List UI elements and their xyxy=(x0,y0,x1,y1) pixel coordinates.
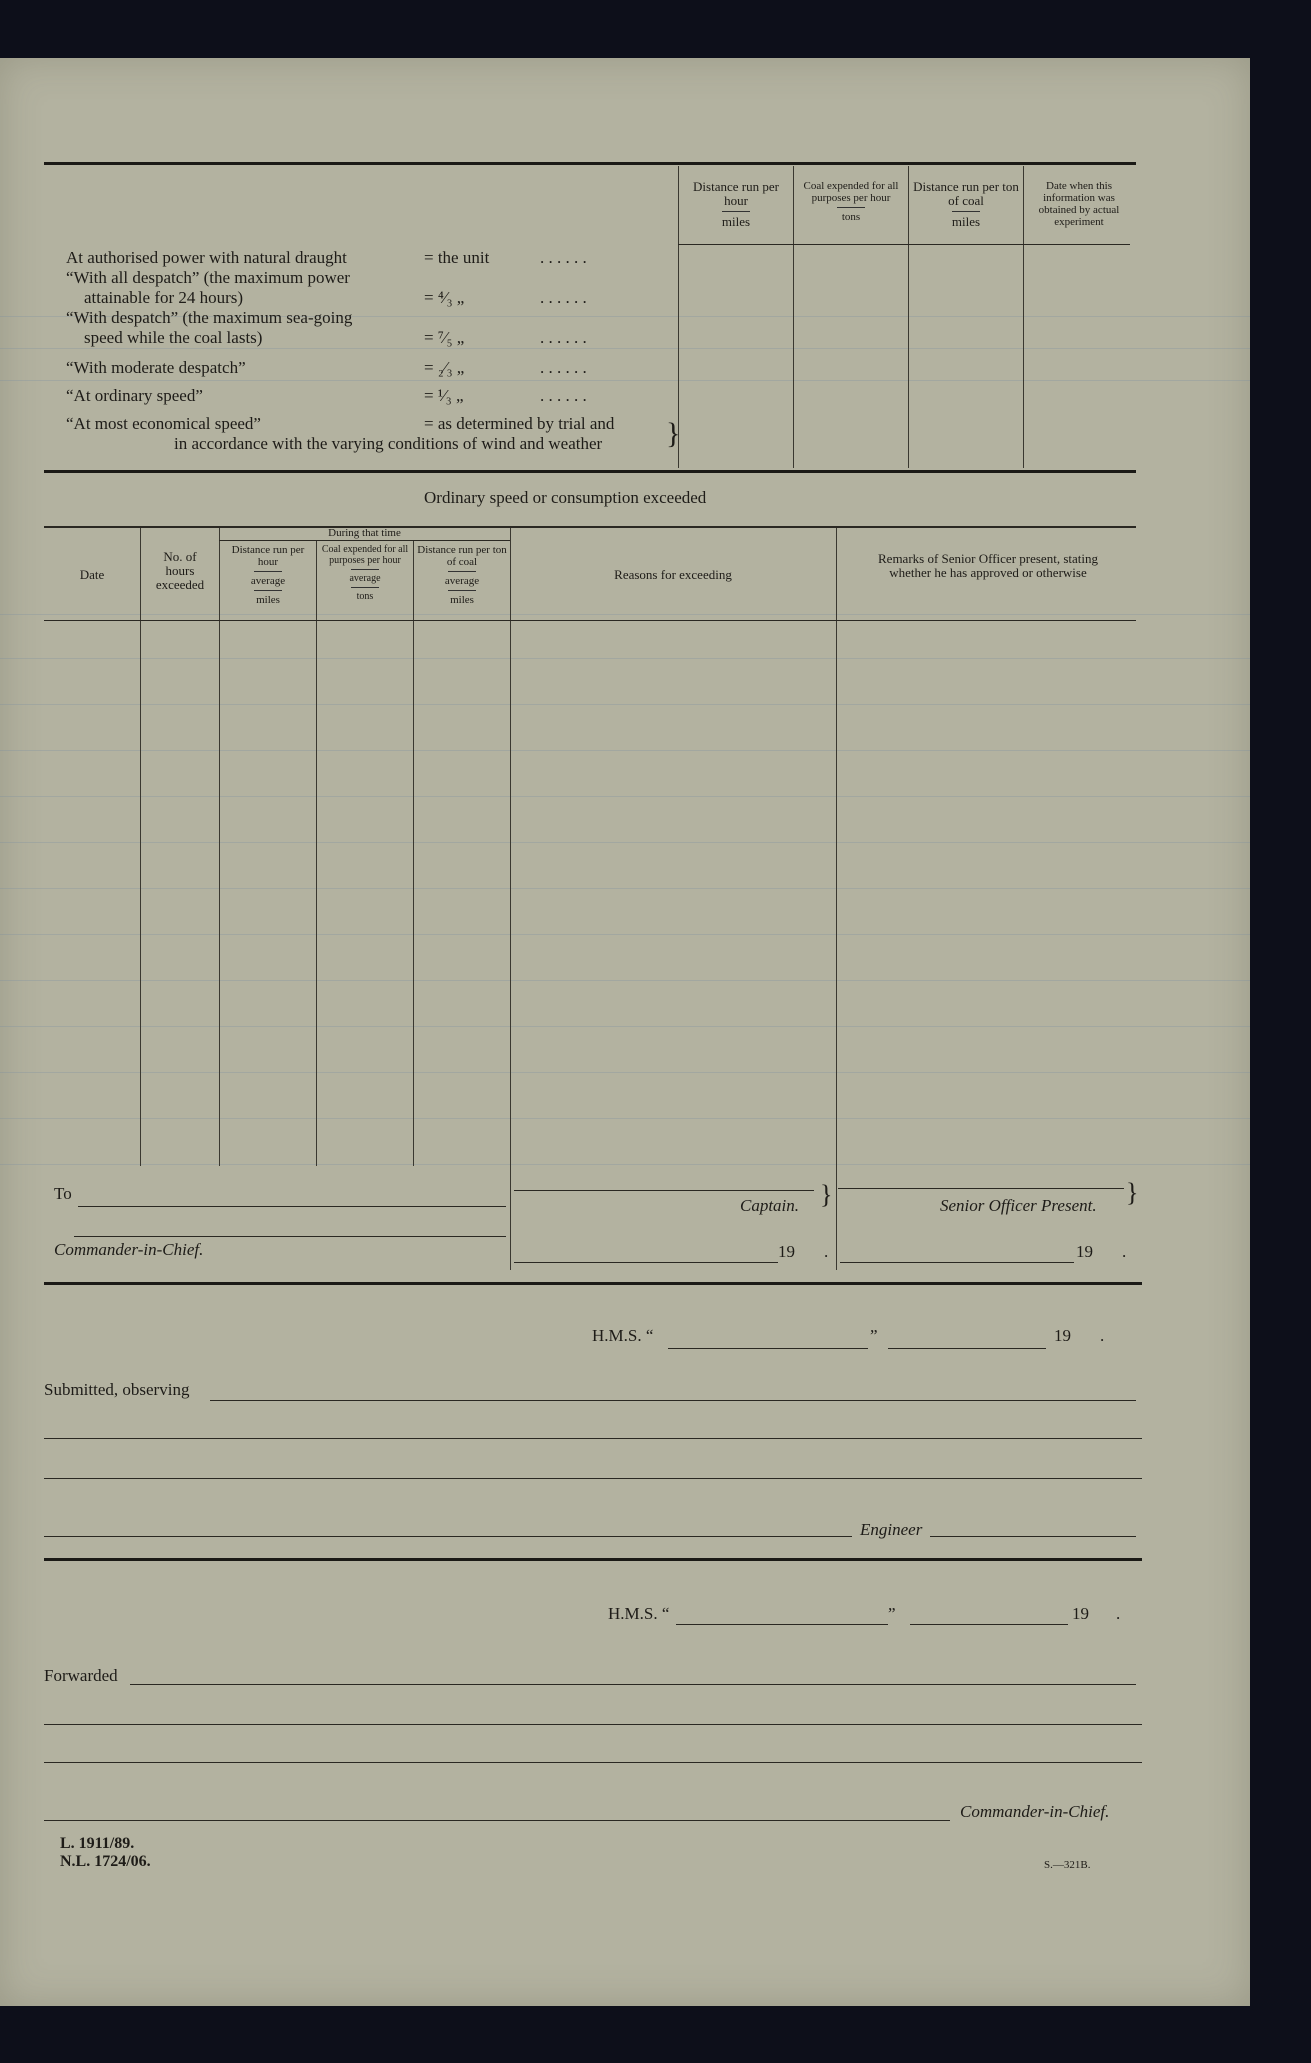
submitted-dot: . xyxy=(1100,1326,1105,1345)
senior-brace-icon: } xyxy=(1126,1178,1139,1207)
col-coal-header: Coal expended for all purposes per hour tons xyxy=(803,180,899,223)
commander-label: Commander-in-Chief. xyxy=(54,1240,204,1259)
captain-label: Captain. xyxy=(740,1196,800,1215)
forwarded-hms: H.M.S. “ xyxy=(608,1604,670,1623)
engineer-label: Engineer xyxy=(860,1520,923,1539)
row-all-despatch-ratio: = ⁴⁄₃ „ xyxy=(424,288,465,307)
col-per-ton-header: Distance run per ton of coal miles xyxy=(913,179,1019,229)
captain-year: 19 xyxy=(778,1242,795,1261)
footer-form-number: S.—321B. xyxy=(1044,1859,1091,1871)
row-ordinary-dots: . . . . . . xyxy=(540,386,587,405)
row-ordinary-ratio: = ¹⁄₃ „ xyxy=(424,386,464,405)
row-moderate-label: “With moderate despatch” xyxy=(66,358,246,377)
row-authorised-dots: . . . . . . xyxy=(540,248,587,267)
col-date-header: Date when this information was obtained by actual experiment xyxy=(1038,180,1120,228)
submitted-year: 19 xyxy=(1054,1326,1071,1345)
observation-line-1[interactable] xyxy=(210,1400,1136,1401)
col-per-ton: Distance run per ton of coal average miles xyxy=(417,544,507,606)
forwarded-label: Forwarded xyxy=(44,1666,118,1685)
captain-dot: . xyxy=(824,1242,829,1261)
forwarded-commander-label: Commander-in-Chief. xyxy=(960,1802,1110,1821)
forwarded-line-3[interactable] xyxy=(44,1762,1142,1763)
submitted-label: Submitted, observing xyxy=(44,1380,190,1399)
forwarded-line-1[interactable] xyxy=(130,1684,1136,1685)
row-all-despatch-label2: attainable for 24 hours) xyxy=(84,288,244,307)
row-ordinary-label: “At ordinary speed” xyxy=(66,386,203,405)
observation-line-2[interactable] xyxy=(44,1438,1142,1439)
section2-title: Ordinary speed or consumption exceeded xyxy=(424,488,707,507)
footer-ref1: L. 1911/89. xyxy=(60,1835,135,1852)
row-moderate-ratio: = ₂⁄₃ „ xyxy=(424,358,465,377)
forwarded-year: 19 xyxy=(1072,1604,1089,1623)
row-moderate-dots: . . . . . . xyxy=(540,358,587,377)
row-despatch-dots: . . . . . . xyxy=(540,328,587,347)
group-header: During that time xyxy=(328,527,401,539)
senior-label: Senior Officer Present. xyxy=(940,1196,1097,1215)
senior-dot: . xyxy=(1122,1242,1127,1261)
observation-line-3[interactable] xyxy=(44,1478,1142,1479)
col-distance: Distance run per hour average miles xyxy=(231,544,305,606)
to-label: To xyxy=(54,1184,72,1203)
col-date: Date xyxy=(79,567,105,582)
row-authorised-ratio: = the unit xyxy=(424,248,490,267)
row-economical-label2: in accordance with the varying conditions of wind and weather xyxy=(174,434,603,453)
forwarded-dot: . xyxy=(1116,1604,1121,1623)
col-distance-header: Distance run per hour miles xyxy=(693,179,779,229)
col-remarks: Remarks of Senior Officer present, stating whether he has approved or otherwise xyxy=(878,551,1098,580)
senior-year: 19 xyxy=(1076,1242,1093,1261)
row-all-despatch-label: “With all despatch” (the maximum power xyxy=(66,268,350,287)
row-authorised-label: At authorised power with natural draught xyxy=(66,248,347,267)
forwarded-line-2[interactable] xyxy=(44,1724,1142,1725)
footer-ref2: N.L. 1724/06. xyxy=(60,1853,151,1870)
row-despatch-label: “With despatch” (the maximum sea-going xyxy=(66,308,353,327)
captain-brace-icon: } xyxy=(820,1180,833,1209)
submitted-close-quote: ” xyxy=(870,1326,878,1345)
brace-icon: } xyxy=(666,417,681,450)
col-coal: Coal expended for all purposes per hour average tons xyxy=(321,544,409,602)
row-all-despatch-dots: . . . . . . xyxy=(540,288,587,307)
col-hours: No. of hours exceeded xyxy=(155,549,205,592)
forwarded-close-quote: ” xyxy=(888,1604,896,1623)
row-economical-label: “At most economical speed” xyxy=(66,414,261,433)
row-despatch-label2: speed while the coal lasts) xyxy=(84,328,263,347)
col-reasons: Reasons for exceeding xyxy=(614,567,732,582)
row-economical-ratio: = as determined by trial and xyxy=(424,414,615,433)
row-despatch-ratio: = ⁷⁄₅ „ xyxy=(424,328,465,347)
submitted-hms: H.M.S. “ xyxy=(592,1326,654,1345)
form-sheet xyxy=(0,58,1250,2006)
